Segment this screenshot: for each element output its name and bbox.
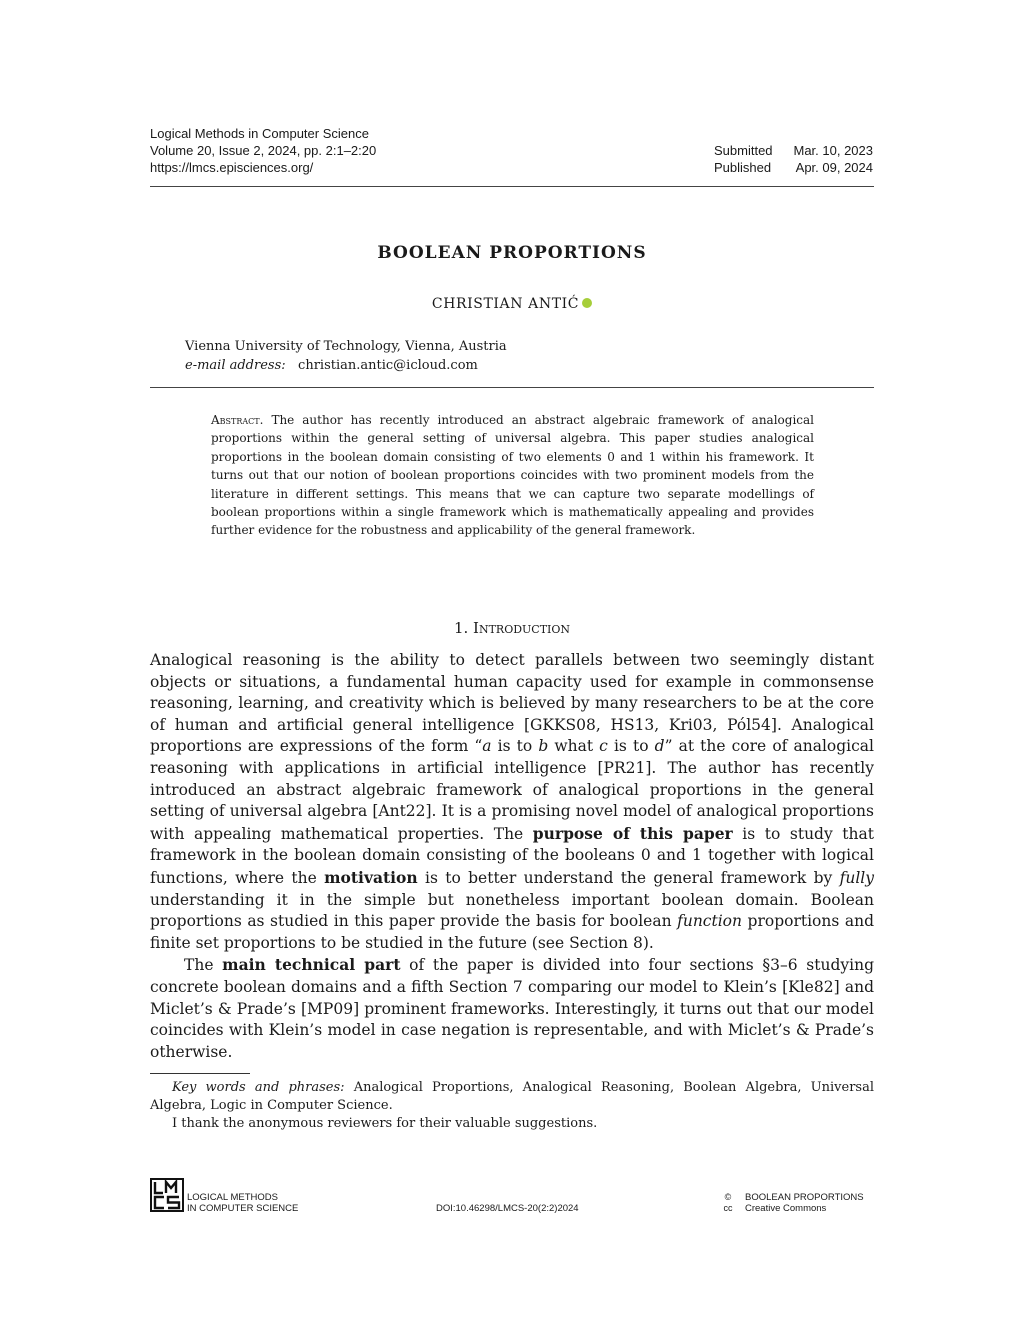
p1-var-c: c <box>599 737 608 756</box>
license-row <box>721 1203 864 1214</box>
lmcs-logo-icon <box>150 1178 184 1212</box>
p1-text-7: is to better understand the general framework by <box>417 868 840 887</box>
email-line <box>185 356 507 375</box>
footnote-rule <box>150 1073 250 1074</box>
author-line <box>150 296 874 312</box>
p1-text-5: ” at the core of analogical reasoning with applications in artificial intelligence [PR21]. The author has recently introduced an abstract algebraic framework of analogical proportions in the general setting of universal algebra [Ant22]. It is a promising novel model of analogical proportions with appealing mathematical properties. The <box>150 737 874 843</box>
published-date: Apr. 09, 2024 <box>795 160 873 175</box>
logo-line-1: LOGICAL METHODS <box>187 1192 278 1203</box>
keywords-text: Analogical Proportions, Analogical Reasoning, Boolean Algebra, Universal Algebra, Logic in Computer Science. <box>150 1080 874 1113</box>
lmcs-logo-text <box>187 1192 298 1214</box>
license-text[interactable]: Creative Commons <box>745 1203 827 1214</box>
p1-bold-motivation: motivation <box>324 867 418 887</box>
doi[interactable]: DOI:10.46298/LMCS-20(2:2)2024 <box>436 1203 579 1214</box>
p1-text-4: is to <box>607 737 655 756</box>
p1-text-1: Analogical reasoning is the ability to detect parallels between two seemingly distant objects or situations, a fundamental human capacity used for example in commonsense reasoning, learning, and creativity which is believed by many researchers to be at the core of human and artificial general intelligence [GKKS08, HS13, Kri03, Pól54]. Analogical proportions are expressions of the form “ <box>150 651 874 756</box>
header-rule <box>150 186 874 187</box>
dates-block <box>714 142 873 176</box>
orcid-icon[interactable] <box>582 298 592 308</box>
email-address[interactable]: christian.antic@icloud.com <box>298 358 478 373</box>
abstract-text: The author has recently introduced an abstract algebraic framework of analogical proportions within the general setting of universal algebra. This paper studies analogical proportions in the boolean domain consisting of two elements 0 and 1 within his framework. It turns out that our notion of boolean proportions coincides with two prominent models from the literature in different settings. This means that we can capture two separate modellings of boolean proportions within a single framework which is mathematically appealing and provides further evidence for the robustness and applicability of the general framework. <box>211 413 815 538</box>
footnotes <box>150 1079 874 1133</box>
p1-text-8: understanding it in the simple but nonetheless important boolean domain. Boolean proportions as studied in this paper provide the basis for boolean <box>150 890 874 931</box>
p2-bold-main: main technical part <box>222 955 401 975</box>
p1-text-6: is to study that framework in the boolean domain consisting of the booleans 0 and 1 together with logical functions, where the <box>150 824 874 887</box>
paragraph-1 <box>150 650 874 954</box>
email-label: e-mail address: <box>185 358 286 373</box>
license-block <box>721 1192 864 1214</box>
p1-italic-function: function <box>677 912 742 931</box>
submitted-date: Mar. 10, 2023 <box>793 143 873 158</box>
copyright-row <box>721 1192 864 1203</box>
journal-header <box>150 125 376 176</box>
logo-line-2: IN COMPUTER SCIENCE <box>187 1203 299 1214</box>
p1-var-b: b <box>538 737 549 756</box>
journal-url[interactable]: https://lmcs.episciences.org/ <box>150 160 314 175</box>
abstract-label: Abstract. <box>211 413 264 427</box>
section-heading <box>150 619 874 637</box>
journal-name: Logical Methods in Computer Science <box>150 126 369 141</box>
published-label: Published <box>714 160 772 175</box>
submitted-row <box>714 142 873 159</box>
p1-text-3: what <box>548 737 600 756</box>
keywords-label: Key words and phrases: <box>172 1080 345 1095</box>
journal-volume: Volume 20, Issue 2, 2024, pp. 2:1–2:20 <box>150 143 377 158</box>
copyright-icon: © <box>724 1192 732 1202</box>
p1-text-2: is to <box>491 737 539 756</box>
keywords-footnote <box>150 1079 874 1115</box>
affiliation-block <box>185 337 507 375</box>
p1-text-9: proportions and finite set proportions to be studied in the future (see Section 8). <box>150 912 874 952</box>
creative-commons-icon: cc <box>723 1203 733 1213</box>
section-title: Introduction <box>473 619 571 637</box>
p1-italic-fully: fully <box>839 868 874 887</box>
p1-var-d: d <box>654 737 665 756</box>
p1-bold-purpose: purpose of this paper <box>532 823 733 843</box>
thanks-footnote: I thank the anonymous reviewers for their valuable suggestions. <box>172 1116 598 1131</box>
paragraph-2 <box>150 954 874 1063</box>
institution: Vienna University of Technology, Vienna, Austria <box>185 339 507 354</box>
submitted-label: Submitted <box>714 143 773 158</box>
p2-text-1: The <box>184 956 223 975</box>
p2-text-2: of the paper is divided into four sections §3–6 studying concrete boolean domains and a fifth Section 7 comparing our model to Klein’s [Kle82] and Miclet’s & Prade’s [MP09] prominent frameworks. Interestingly, it turns out that our model coincides with Klein’s model in case negation is representable, and with Miclet’s & Prade’s otherwise. <box>150 956 874 1061</box>
copyright-text: BOOLEAN PROPORTIONS <box>745 1192 864 1203</box>
published-row <box>714 159 873 176</box>
paper-title: BOOLEAN PROPORTIONS <box>377 243 647 263</box>
p1-var-a: a <box>482 737 492 756</box>
affiliation-rule <box>150 387 874 388</box>
section-number: 1. <box>453 619 469 637</box>
author-name: CHRISTIAN ANTIĆ <box>431 296 580 312</box>
abstract <box>211 411 814 540</box>
body-text <box>150 650 874 1063</box>
